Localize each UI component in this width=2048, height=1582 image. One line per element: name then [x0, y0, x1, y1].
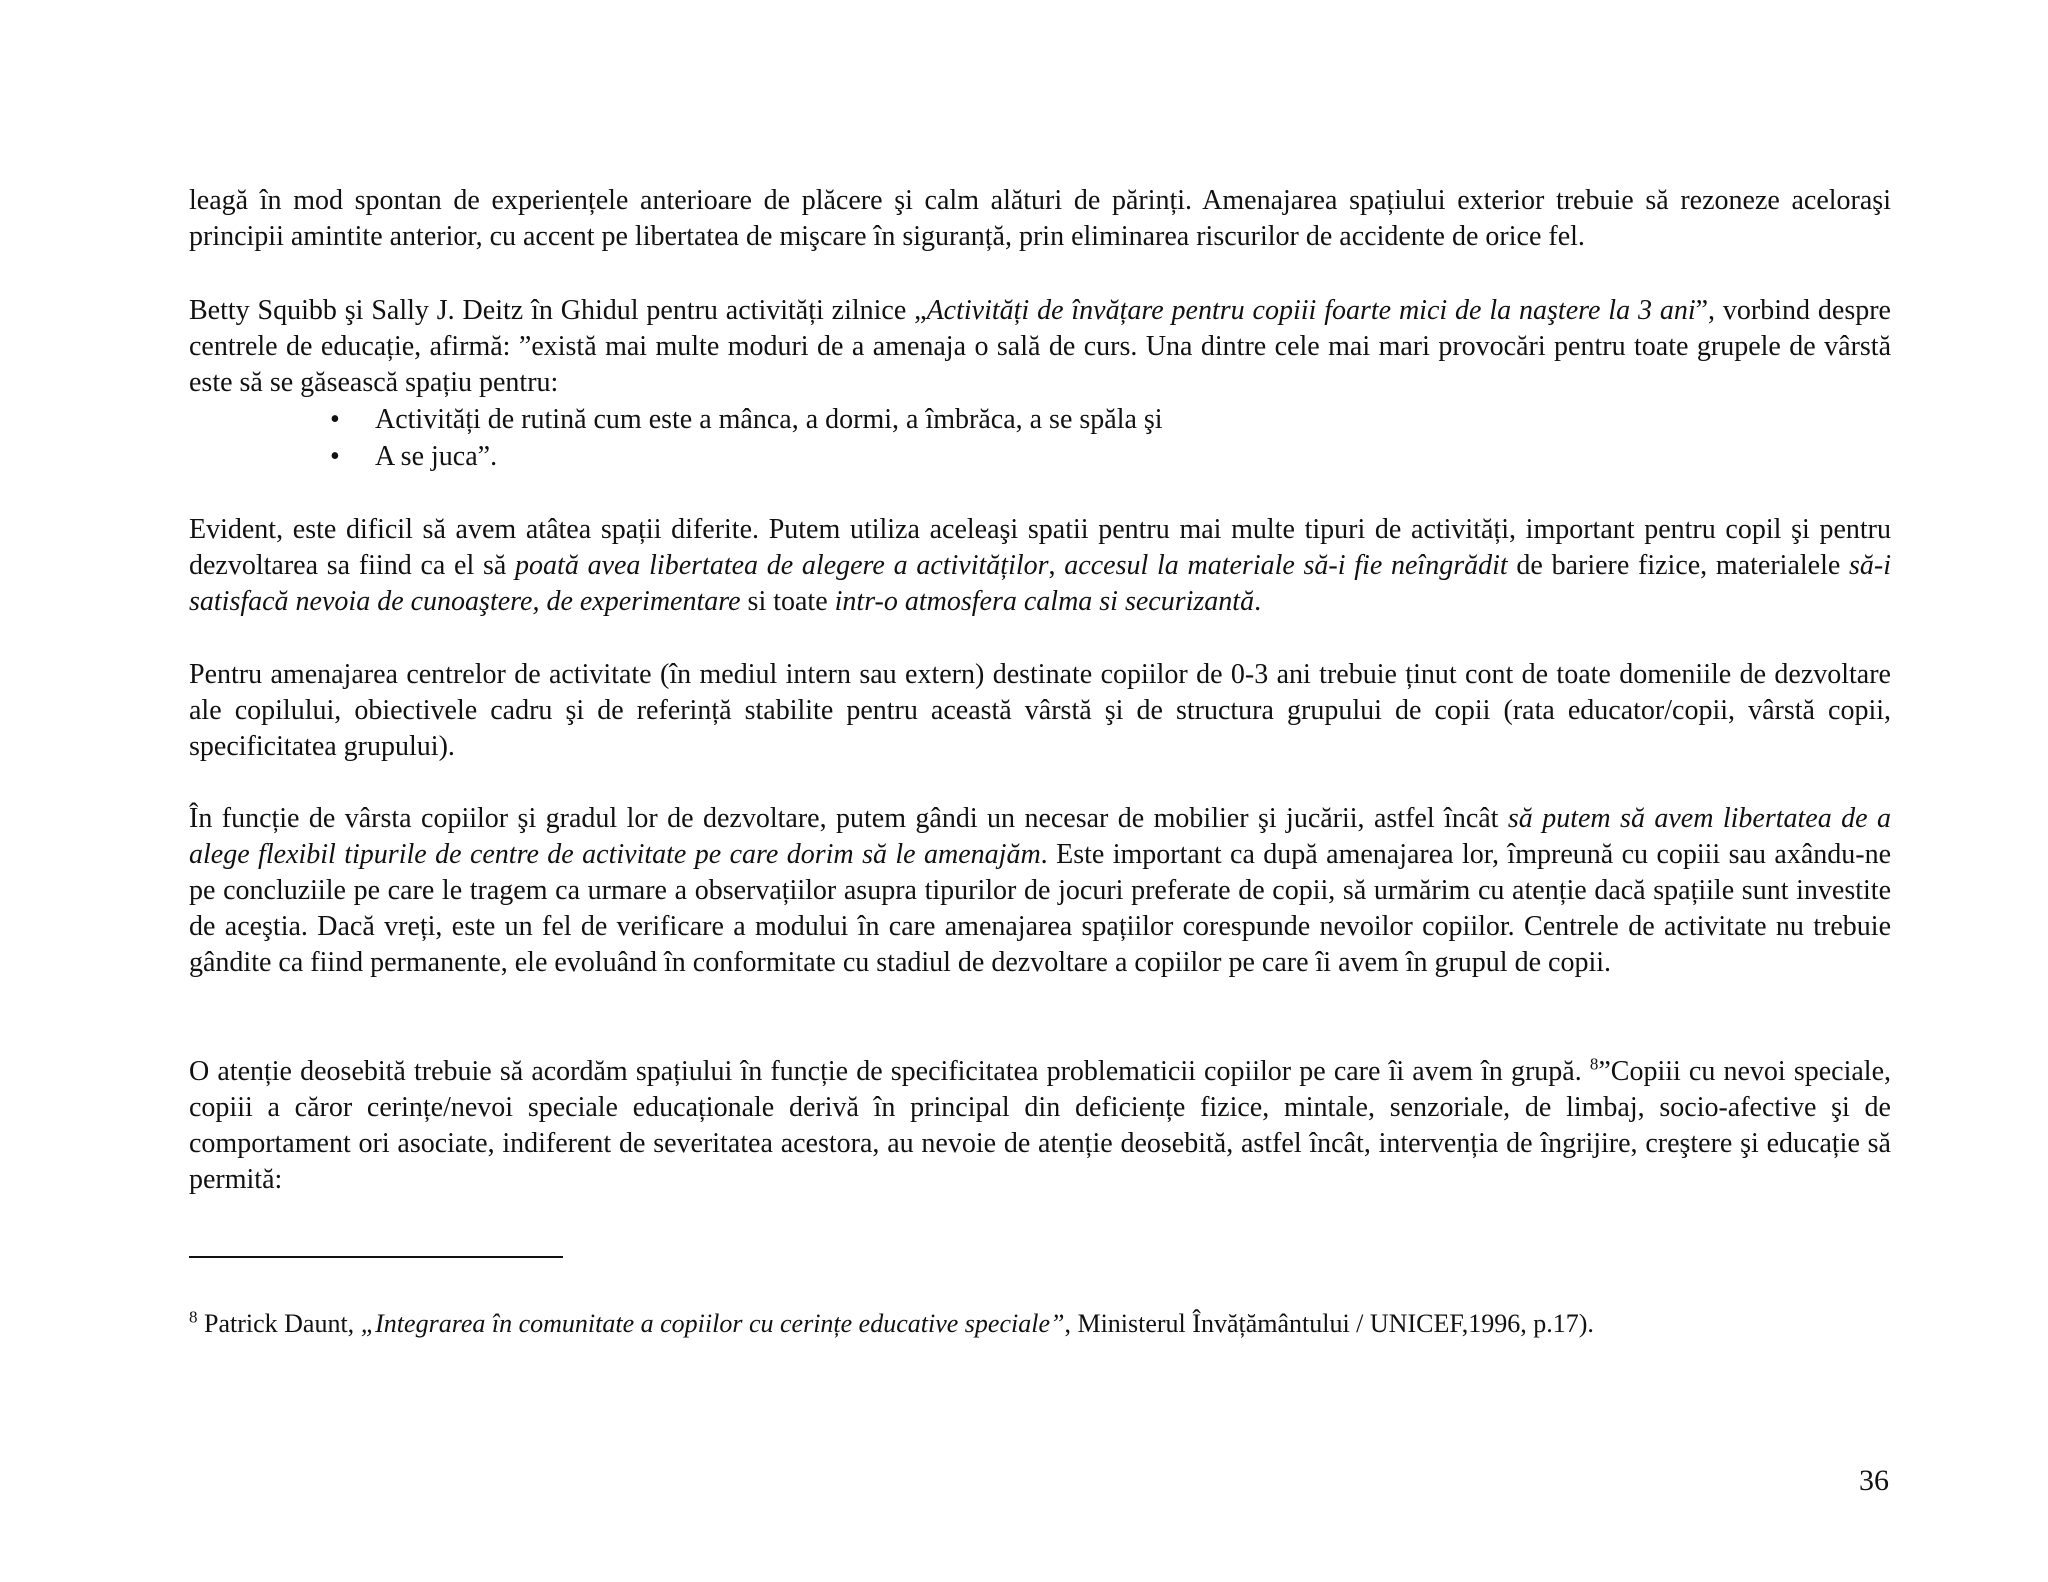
text-segment: , — [1048, 550, 1065, 581]
bullet-item-text: A se juca”. — [375, 441, 498, 472]
text-segment-italic: accesul la materiale să-i fie neîngrădit — [1064, 550, 1508, 581]
page-number: 36 — [1859, 1464, 1889, 1497]
paragraph-text — [189, 801, 1891, 981]
text-segment: . — [1254, 586, 1262, 617]
bullet-item-text: Activități de rutină cum este a mânca, a dormi, a îmbrăca, a se spăla şi — [375, 404, 1163, 435]
text-segment: Evident, este dificil să avem atâtea spații diferite. Putem utiliza aceleaşi spatii pentru mai multe tipuri de activități, important pentru copil şi pentru dezvoltarea sa fiind ca el să — [189, 514, 1891, 581]
text-segment: de bariere fizice, materialele — [1507, 550, 1850, 581]
text-segment-italic: să-i satisfacă nevoia de cunoaştere, de experimentare — [189, 550, 1892, 617]
paragraph-text-after-title: ”, vorbind despre centrele de educație, afirmă: ”există mai multe moduri de a amenaja o sală de curs. Una dintre cele mai mari provocări pentru toate grupele de vârstă este să se găsească spațiu pentru: — [189, 295, 1891, 398]
paragraph-different-spaces — [189, 512, 1891, 620]
paragraph-squibb-deitz — [189, 293, 1891, 475]
text-segment-italic: să putem să avem libertatea de a alege flexibil tipurile de centre de activitate pe care dorim să le amenajăm — [189, 803, 1891, 870]
text-segment-italic: poată avea libertatea de alegere a activităților — [515, 550, 1049, 581]
bullet-icon: • — [330, 404, 340, 435]
text-segment: si toate — [740, 586, 835, 617]
book-title: Activități de învățare pentru copiii foarte mici de la naştere la 3 ani — [926, 295, 1696, 326]
bullet-item — [189, 438, 1891, 475]
paragraph-text-before-title: Betty Squibb şi Sally J. Deitz în Ghidul pentru activități zilnice „ — [189, 295, 927, 326]
bullet-icon: • — [330, 441, 340, 472]
footnote-marker: 8 — [189, 1307, 198, 1327]
footnote-author: Patrick Daunt, — [197, 1309, 361, 1338]
footnote — [189, 1306, 1594, 1342]
paragraph-text: Pentru amenajarea centrelor de activitate (în mediul intern sau extern) destinate copiilor de 0-3 ani trebuie ținut cont de toate domeniile de dezvoltare ale copilului, obiectivele cadru şi de referință stabilite pentru această vârstă şi de structura grupului de copii (rata educator/copii, vârstă copii, specificitatea grupului). — [189, 659, 1891, 762]
paragraph-text — [189, 1054, 1891, 1198]
footnote-rest: , Ministerul Învățământului / UNICEF,1996, p.17). — [1064, 1309, 1594, 1338]
paragraph-text-after-ref: ”Copiii cu nevoi speciale, copiii a căror cerințe/nevoi speciale educaționale derivă în principal din deficiențe fizice, mintale, senzoriale, de limbaj, socio-afective şi de comportament ori asociate, indiferent de severitatea acestora, au nevoie de atenție deosebită, astfel încât, intervenția de îngrijire, creştere şi educație să permită: — [189, 1056, 1891, 1195]
text-segment: În funcție de vârsta copiilor şi gradul lor de dezvoltare, putem gândi un necesar de mobilier şi jucării, astfel încât — [189, 803, 1508, 834]
paragraph-activity-centers — [189, 657, 1891, 765]
bullet-list — [189, 401, 1891, 475]
bullet-item — [189, 401, 1891, 438]
paragraph-text — [189, 293, 1891, 401]
text-segment: . Este important ca după amenajarea lor, împreună cu copiii sau axându-ne pe concluziile pe care le tragem ca urmare a observațiilor asupra tipurilor de jocuri preferate de copii, să urmărim cu atenție dacă spațiile sunt investite de aceştia. Dacă vreți, este un fel de verificare a modului în care amenajarea spațiilor corespunde nevoilor copiilor. Centrele de activitate nu trebuie gândite ca fiind permanente, ele evoluând în conformitate cu stadiul de dezvoltare a copiilor pe care îi avem în grupul de copii. — [189, 839, 1891, 978]
footnote-reference: 8 — [1589, 1054, 1599, 1074]
footnote-title: „Integrarea în comunitate a copiilor cu cerințe educative speciale” — [360, 1309, 1065, 1338]
text-segment-italic: intr-o atmosfera calma si securizantă — [834, 586, 1255, 617]
paragraph-furniture-toys — [189, 801, 1891, 981]
paragraph-special-needs — [189, 1054, 1891, 1198]
paragraph-outdoor-space — [189, 183, 1891, 255]
paragraph-text-before-ref: O atenție deosebită trebuie să acordăm spațiului în funcție de specificitatea problematicii copiilor pe care îi avem în grupă. — [189, 1056, 1590, 1087]
paragraph-text — [189, 512, 1891, 620]
footnote-separator — [189, 1256, 563, 1258]
paragraph-text: leagă în mod spontan de experiențele anterioare de plăcere şi calm alături de părinți. Amenajarea spațiului exterior trebuie să rezoneze aceloraşi principii amintite anterior, cu accent pe libertatea de mişcare în siguranță, prin eliminarea riscurilor de accidente de orice fel. — [189, 185, 1891, 252]
